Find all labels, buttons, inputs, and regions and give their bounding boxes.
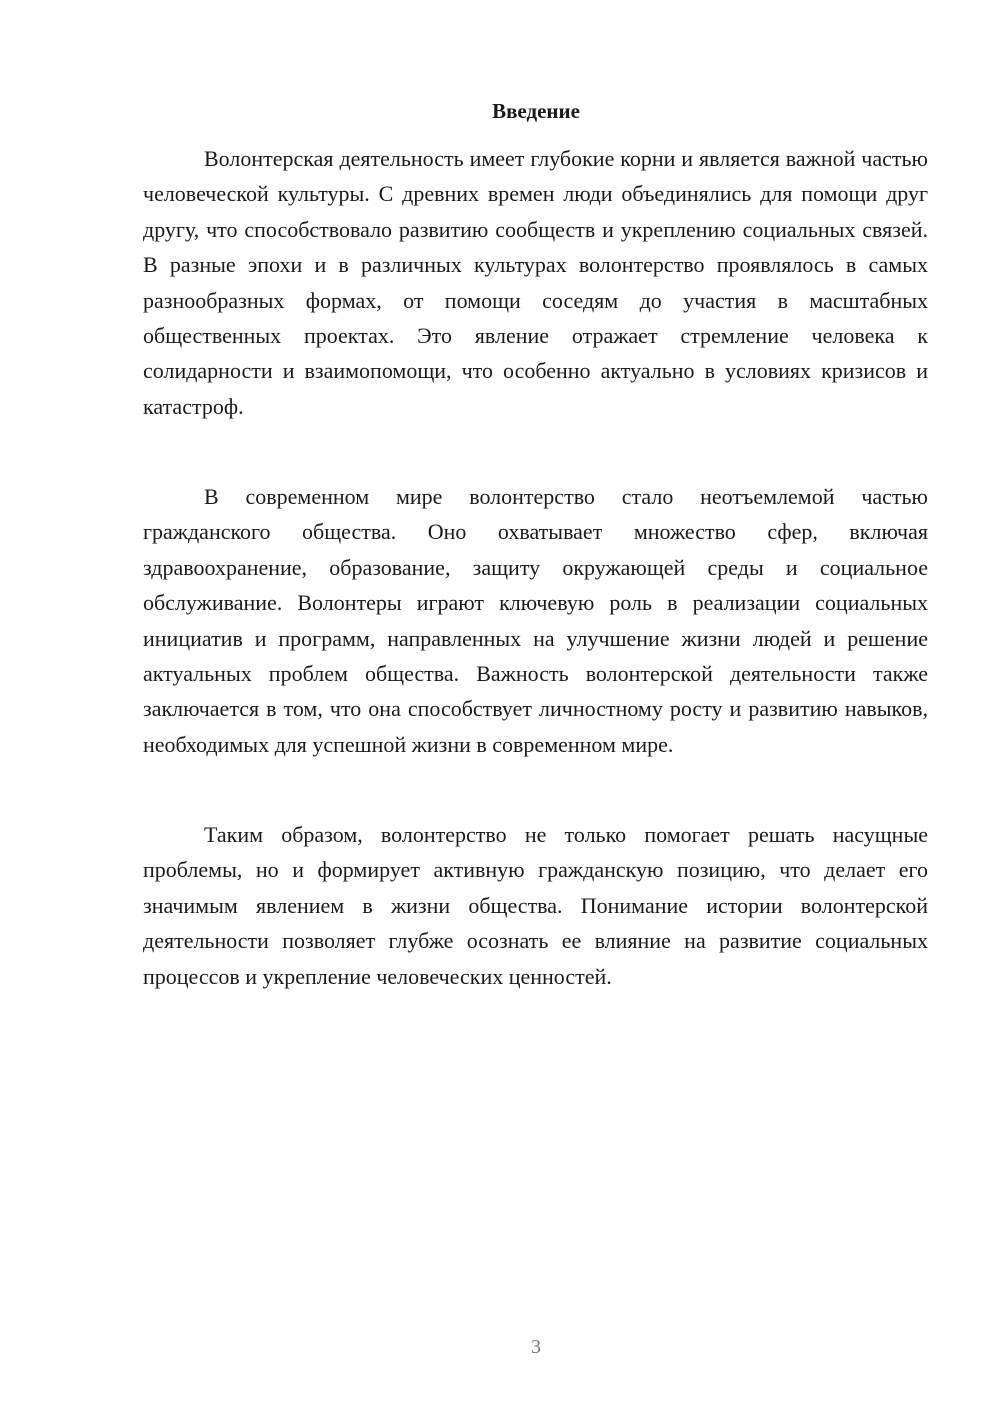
page-number: 3 — [531, 1336, 541, 1358]
paragraph-3: Таким образом, волонтерство не только помогает решать насущные проблемы, но и формирует активную гражданскую позицию, что делает его значимым явлением в жизни общества. Понимание истории волонтерской деятельности позволяет глубже осознать ее влияние на развитие социальных процессов и укрепление человеческих ценностей. — [143, 822, 928, 989]
section-heading: Введение — [492, 99, 580, 123]
paragraph-2: В современном мире волонтерство стало неотъемлемой частью гражданского общества. Оно охватывает множество сфер, включая здравоохранение, образование, защиту окружающей среды и социальное обслуживание. Волонтеры играют ключевую роль в реализации социальных инициатив и программ, направленных на улучшение жизни людей и решение актуальных проблем общества. Важность волонтерской деятельности также заключается в том, что она способствует личностному росту и развитию навыков, необходимых для успешной жизни в современном мире. — [143, 484, 928, 757]
paragraph-1: Волонтерская деятельность имеет глубокие корни и является важной частью человеческой культуры. С древних времен люди объединялись для помощи друг другу, что способствовало развитию сообществ и укреплению социальных связей. В разные эпохи и в различных культурах волонтерство проявлялось в самых разнообразных формах, от помощи соседям до участия в масштабных общественных проектах. Это явление отражает стремление человека к солидарности и взаимопомощи, что особенно актуально в условиях кризисов и катастроф. — [143, 146, 928, 419]
